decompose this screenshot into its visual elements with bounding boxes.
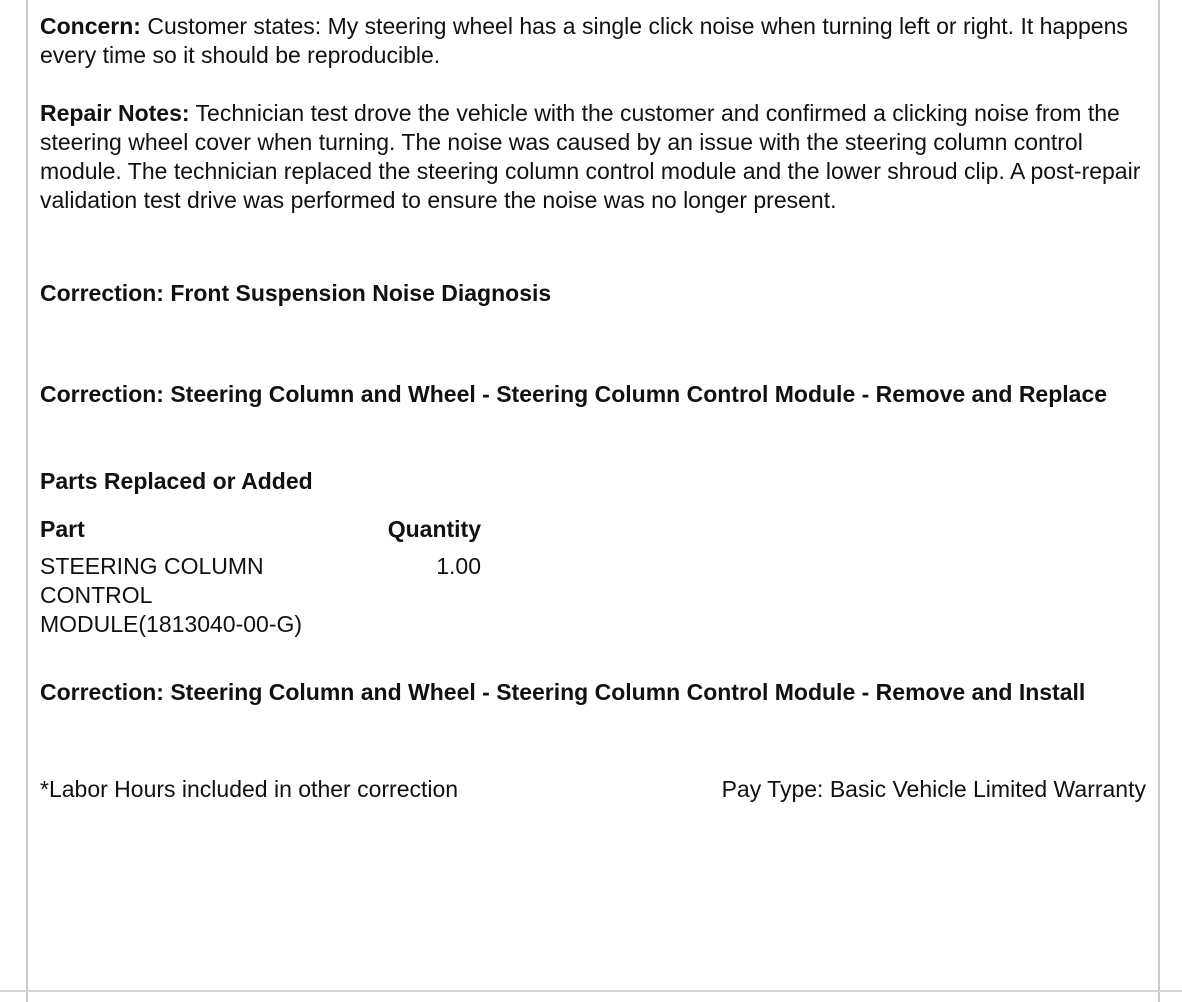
correction-heading-remove-install: Correction: Steering Column and Wheel - Steering Column Control Module - Remove and Install [40, 679, 1086, 705]
correction-heading-diagnosis: Correction: Front Suspension Noise Diagnosis [40, 280, 552, 306]
repair-notes-label: Repair Notes: [40, 100, 190, 126]
parts-heading: Parts Replaced or Added [40, 468, 313, 494]
parts-column-spacer [305, 515, 383, 552]
pay-type-text: Pay Type: Basic Vehicle Limited Warranty [721, 776, 1146, 802]
page-border-left [26, 0, 28, 1002]
page-border-right [1158, 0, 1160, 1002]
concern-paragraph [40, 12, 1146, 70]
parts-column-header-quantity: Quantity [387, 516, 481, 542]
part-quantity-cell: 1.00 [436, 553, 481, 579]
page-border-bottom [0, 990, 1182, 992]
footer-row [40, 775, 1146, 804]
correction-heading-remove-replace: Correction: Steering Column and Wheel - Steering Column Control Module - Remove and Replace [40, 381, 1108, 407]
parts-row-spacer [305, 552, 383, 639]
parts-table [40, 515, 481, 639]
parts-table-header-row [40, 515, 481, 552]
repair-notes-paragraph [40, 99, 1146, 215]
labor-hours-note: *Labor Hours included in other correction [40, 776, 459, 802]
concern-label: Concern: [40, 13, 141, 39]
concern-text: Customer states: My steering wheel has a single click noise when turning left or right. It happens every time so it should be reproducible. [40, 13, 1128, 68]
repair-notes-text: Technician test drove the vehicle with the customer and confirmed a clicking noise from the steering wheel cover when turning. The noise was caused by an issue with the steering column control module. The technician replaced the steering column control module and the lower shroud clip. A post-repair validation test drive was performed to ensure the noise was no longer present. [40, 100, 1141, 213]
parts-column-header-part: Part [40, 516, 85, 542]
part-name-cell: STEERING COLUMN CONTROL MODULE(1813040-00-G) [40, 553, 303, 637]
repair-order-content [40, 12, 1146, 804]
table-row [40, 552, 481, 639]
